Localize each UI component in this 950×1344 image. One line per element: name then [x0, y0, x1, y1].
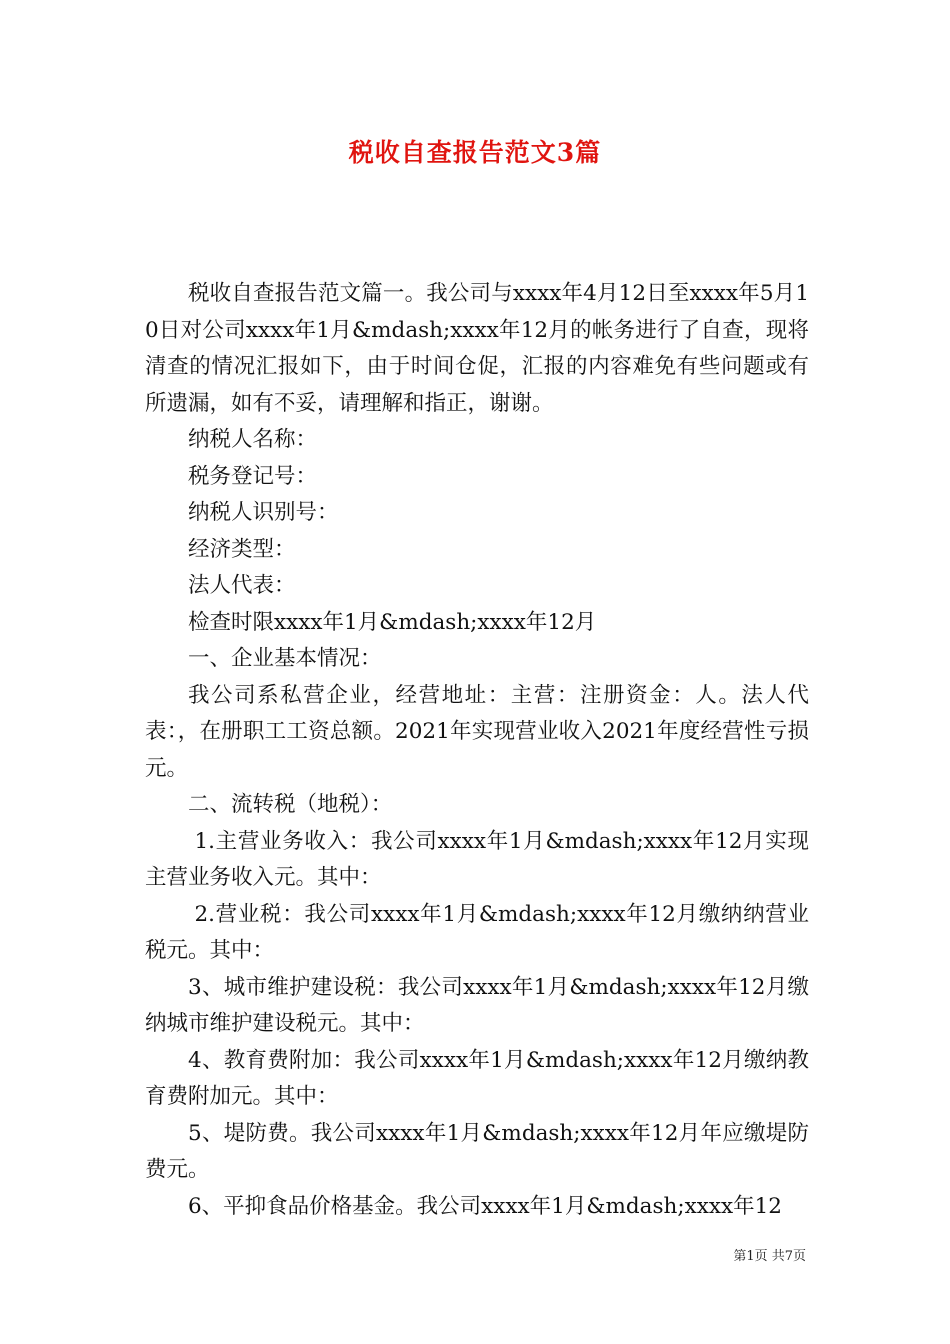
paragraph-basic-info: 我公司系私营企业，经营地址：主营：注册资金：人。法人代表：，在册职工工资总额。2021年实现营业收入2021年度经营性亏损元。	[145, 682, 809, 781]
page-number: 第1页 共7页	[733, 1249, 806, 1264]
paragraph-legal-representative: 法人代表：	[188, 573, 296, 598]
paragraph-urban-construction-tax: 3、城市维护建设税：我公司xxxx年1月&mdash;xxxx年12月缴纳城市维护建设税元。其中：	[145, 974, 809, 1036]
document-title: 税收自查报告范文3篇	[348, 138, 602, 167]
heading-turnover-tax: 二、流转税（地税）：	[188, 792, 393, 817]
heading-basic-info: 一、企业基本情况：	[188, 646, 382, 671]
paragraph-embankment-fee: 5、堤防费。我公司xxxx年1月&mdash;xxxx年12月年应缴堤防费元。	[145, 1120, 809, 1182]
paragraph-tax-registration-no: 税务登记号：	[188, 463, 318, 489]
paragraph-taxpayer-name: 纳税人名称：	[188, 427, 318, 452]
paragraph-education-surcharge: 4、教育费附加：我公司xxxx年1月&mdash;xxxx年12月缴纳教育费附加元。其中：	[145, 1047, 809, 1109]
paragraph-intro: 税收自查报告范文篇一。我公司与xxxx年4月12日至xxxx年5月10日对公司xxxx年1月&mdash;xxxx年12月的帐务进行了自查，现将清查的情况汇报如下，由于时间仓促，汇报的内容难免有些问题或有所遗漏，如有不妥，请理解和指正，谢谢。	[145, 281, 809, 416]
paragraph-food-price-fund: 6、平抑食品价格基金。我公司xxxx年1月&mdash;xxxx年12	[188, 1193, 782, 1219]
paragraph-taxpayer-id: 纳税人识别号：	[188, 500, 339, 525]
document-body	[145, 276, 809, 1225]
paragraph-business-tax: 2.营业税：我公司xxxx年1月&mdash;xxxx年12月缴纳纳营业税元。其中：	[145, 901, 809, 963]
paragraph-economic-type: 经济类型：	[188, 536, 296, 562]
paragraph-main-business-income: 1.主营业务收入：我公司xxxx年1月&mdash;xxxx年12月实现主营业务收入元。其中：	[145, 828, 809, 890]
paragraph-inspection-period: 检查时限xxxx年1月&mdash;xxxx年12月	[188, 609, 597, 635]
